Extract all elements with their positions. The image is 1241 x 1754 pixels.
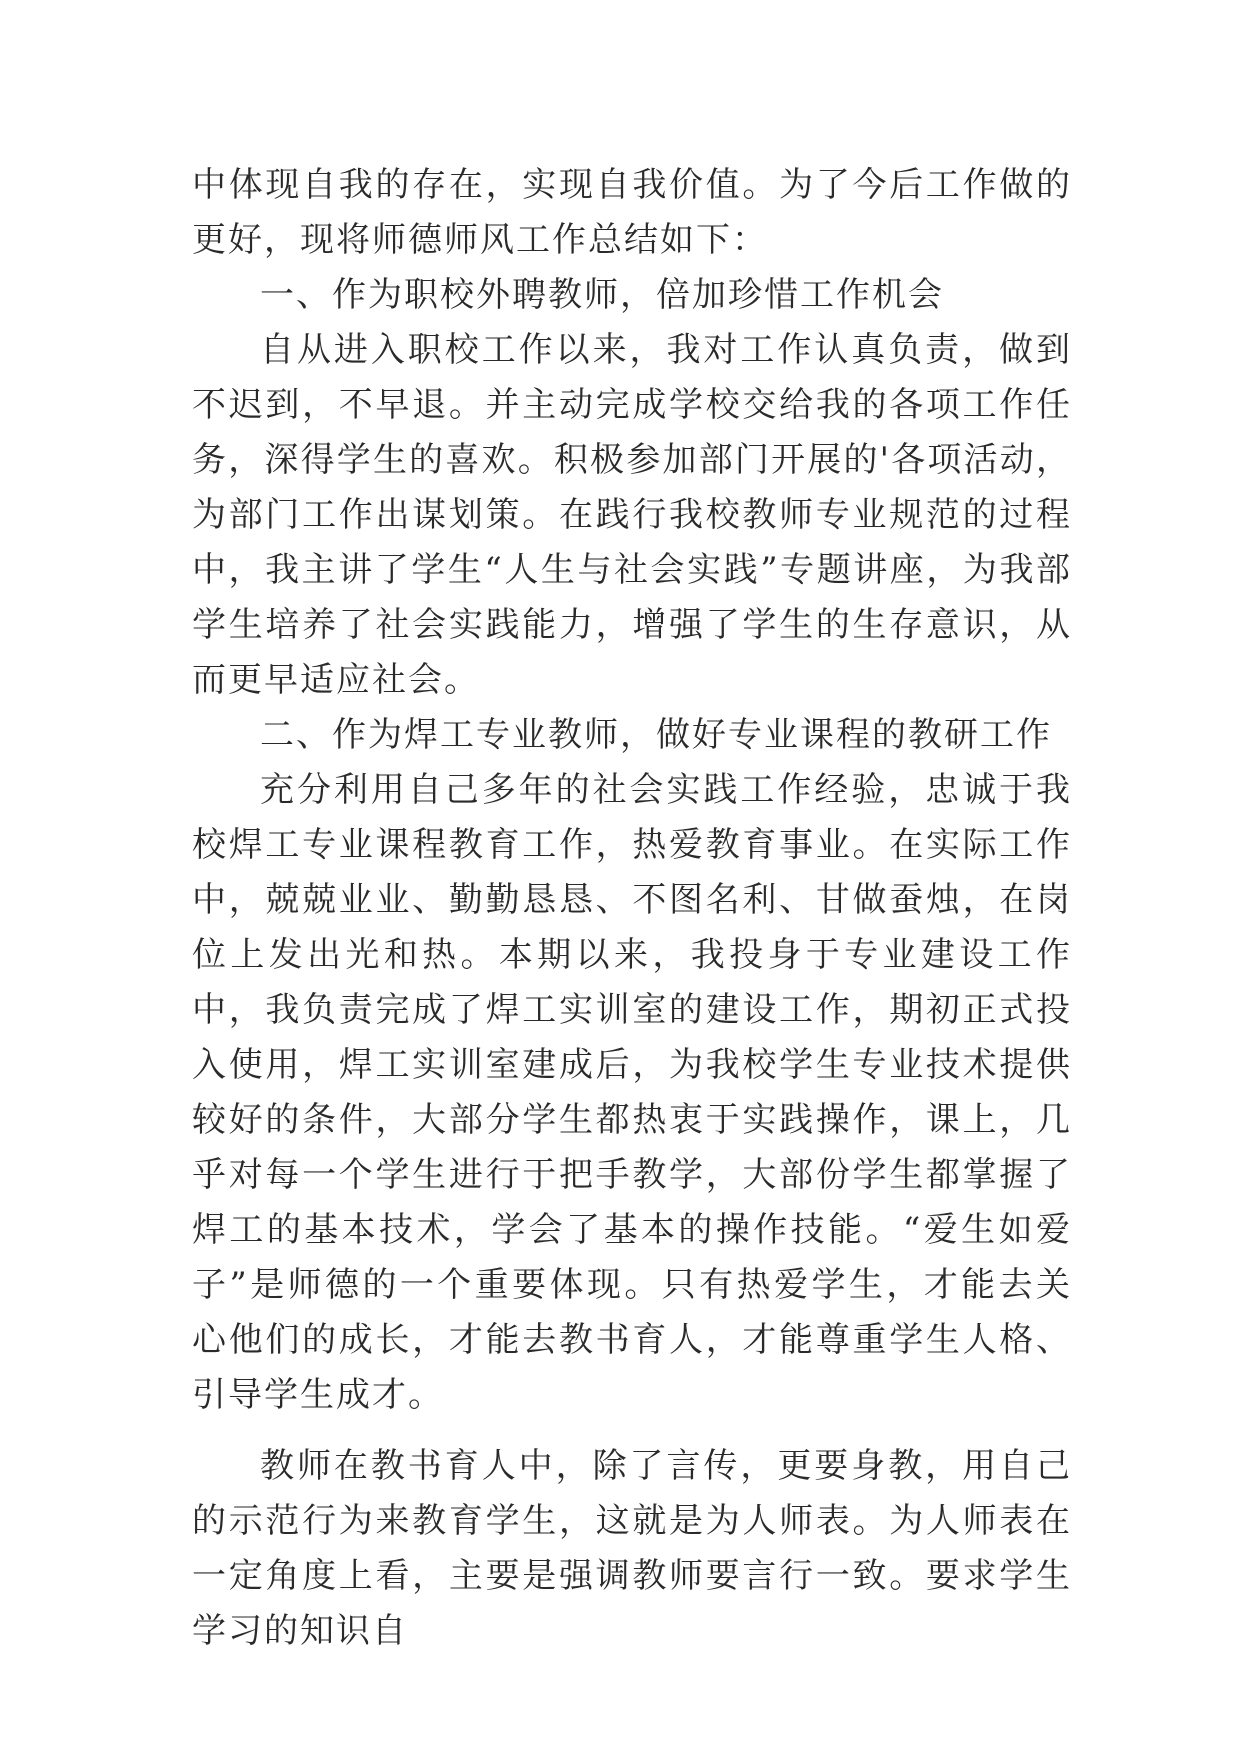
paragraph-role-model: 教师在教书育人中，除了言传，更要身教，用自己的示范行为来教育学生，这就是为人师表。为人师表在一定角度上看，主要是强调教师要言行一致。要求学生学习的知识自 [192,1446,1072,1651]
section-heading-2: 二、作为焊工专业教师，做好专业课程的教研工作 [260,715,1052,755]
section-heading-1: 一、作为职校外聘教师，倍加珍惜工作机会 [260,275,944,315]
paragraph-section-2: 充分利用自己多年的社会实践工作经验，忠诚于我校焊工专业课程教育工作，热爱教育事业。在实际工作中，兢兢业业、勤勤恳恳、不图名利、甘做蚕烛，在岗位上发出光和热。本期以来，我投身于专业建设工作中，我负责完成了焊工实训室的建设工作，期初正式投入使用，焊工实训室建成后，为我校学生专业技术提供较好的条件，大部分学生都热衷于实践操作，课上，几乎对每一个学生进行于把手教学，大部份学生都掌握了焊工的基本技术，学会了基本的操作技能。“爱生如爱子”是师德的一个重要体现。只有热爱学生，才能去关心他们的成长，才能去教书育人，才能尊重学生人格、引导学生成才。 [192,770,1072,1415]
paragraph-section-1: 自从进入职校工作以来，我对工作认真负责，做到不迟到，不早退。并主动完成学校交给我的各项工作任务，深得学生的喜欢。积极参加部门开展的'各项活动，为部门工作出谋划策。在践行我校教师专业规范的过程中，我主讲了学生“人生与社会实践”专题讲座，为我部学生培养了社会实践能力，增强了学生的生存意识，从而更早适应社会。 [192,330,1072,700]
document-body [192,158,1072,1659]
paragraph-intro-continuation: 中体现自我的存在，实现自我价值。为了今后工作做的更好，现将师德师风工作总结如下： [192,165,1072,260]
